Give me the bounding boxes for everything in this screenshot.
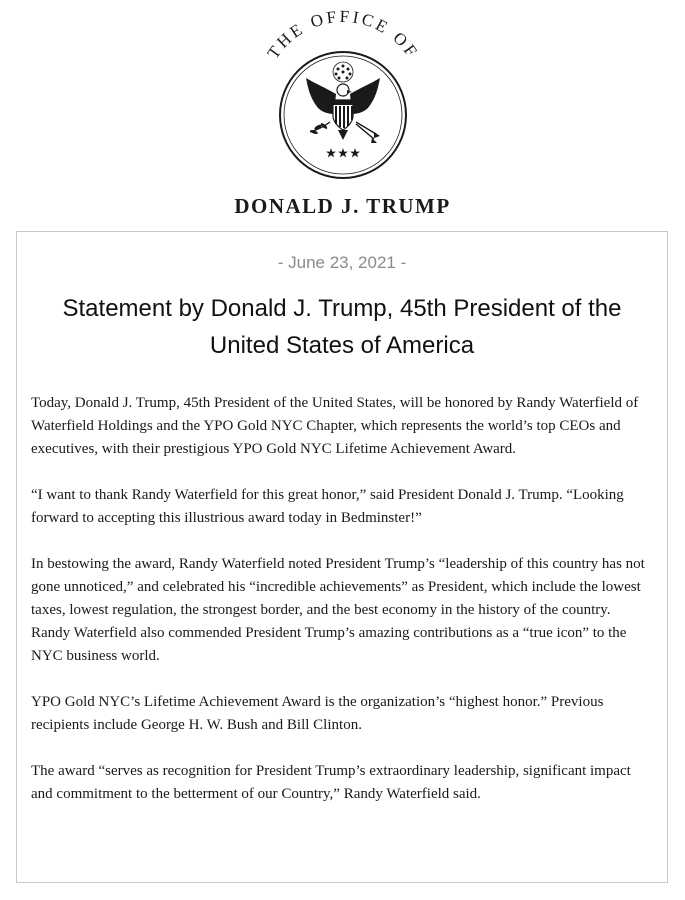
statement-title: Statement by Donald J. Trump, 45th President of the United States of America	[62, 295, 622, 359]
seal-star-cluster	[333, 62, 353, 82]
seal-eagle	[306, 78, 380, 143]
letterhead-name: DONALD J. TRUMP	[234, 194, 451, 218]
statement-date: - June 23, 2021 -	[277, 253, 407, 272]
statement-paragraph: In bestowing the award, Randy Waterfield noted President Trump’s “leadership of this country has not gone unnoticed,” and celebrated his “incredible achievements” as President, which include the lowest taxes, lowest regulation, the strongest border, and the best economy in the history of the country. Randy Waterfield also commended President Trump’s amazing contributions as a “true icon” to the NYC business world.	[31, 556, 645, 664]
eagle-seal-icon	[238, 2, 448, 192]
statement-paragraph: YPO Gold NYC’s Lifetime Achievement Award is the organization’s “highest honor.” Previous recipients include George H. W. Bush and Bill Clinton.	[31, 694, 604, 733]
seal-arc-textpath: THE OFFICE OF	[263, 6, 423, 63]
seal-arc-text	[264, 7, 423, 62]
letterhead	[0, 0, 685, 225]
statement-body	[31, 392, 653, 829]
statement-paragraph: The award “serves as recognition for President Trump’s extraordinary leadership, significant impact and commitment to the betterment of our Country,” Randy Waterfield said.	[31, 763, 631, 802]
statement-paragraph: “I want to thank Randy Waterfield for this great honor,” said President Donald J. Trump. “Looking forward to accepting this illustrious award today in Bedminster!”	[31, 487, 624, 526]
statement-paragraph: Today, Donald J. Trump, 45th President of the United States, will be honored by Randy Waterfield of Waterfield Holdings and the YPO Gold NYC Chapter, which represents the world’s top CEOs and executives, with their prestigious YPO Gold NYC Lifetime Achievement Award.	[31, 395, 639, 457]
seal-three-stars	[326, 148, 360, 157]
statement-box	[16, 231, 668, 883]
